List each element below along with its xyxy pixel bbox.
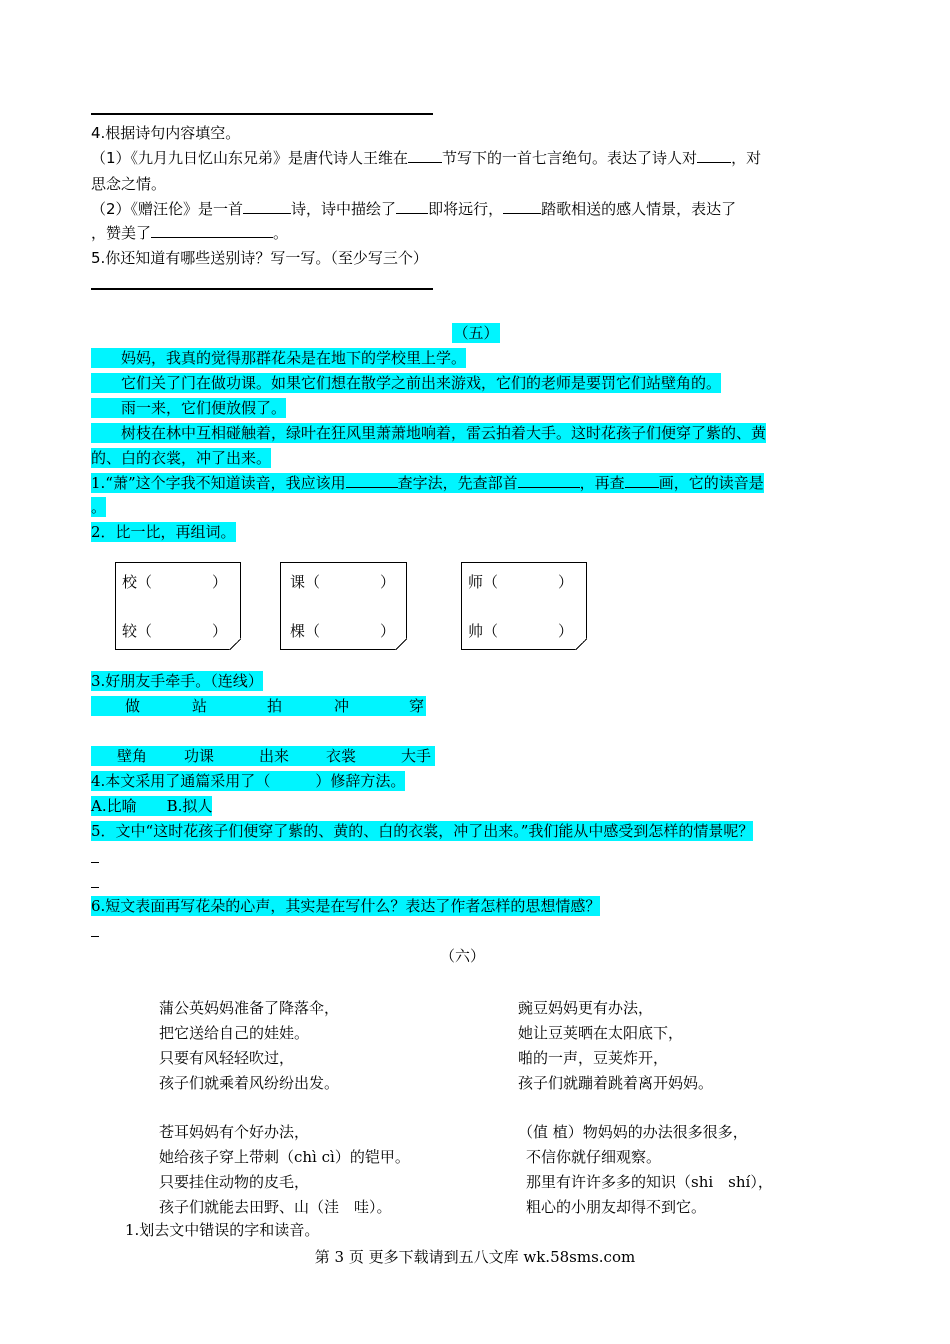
poem-right-stanza-2 (518, 1120, 773, 1220)
poem-line: 粗心的小朋友却得不到它。 (526, 1198, 707, 1216)
section-6-heading: （六） (440, 947, 486, 965)
noun-row (91, 746, 435, 766)
question-2: 2．比一比，再组词。 (91, 523, 236, 541)
compare-word: 棵（ ） (290, 622, 396, 640)
poem-line: 那里有许许多多的知识（shi shí）， (526, 1173, 773, 1191)
question-1: 1.“萧”这个字我不知道读音，我应该用 查字法，先查部首 ，再查 画，它的读音是 (91, 474, 764, 492)
poem-line: 把它送给自己的娃娃。 (159, 1024, 310, 1042)
verb-item[interactable]: 冲 (334, 697, 350, 715)
paragraph-cont: 的、白的衣裳，冲了出来。 (91, 449, 272, 467)
poem-left-stanza-2 (159, 1120, 410, 1220)
noun-item[interactable]: 壁角 (117, 747, 148, 765)
answer-line (91, 887, 99, 888)
compare-word: 帅（ ） (468, 622, 574, 640)
compare-word: 课（ ） (290, 573, 396, 591)
poem-line: 苍耳妈妈有个好办法， (159, 1123, 310, 1141)
question-4: 4.根据诗句内容填空。 (91, 124, 241, 142)
answer-line (91, 288, 433, 290)
verb-item[interactable]: 做 (125, 697, 141, 715)
section-5-heading: （五） (453, 324, 499, 342)
answer-line (91, 862, 99, 863)
poem-line: 孩子们就蹦着跳着离开妈妈。 (518, 1074, 714, 1092)
noun-item[interactable]: 出来 (259, 747, 290, 765)
poem-line: 孩子们就能去田野、山（洼 哇）。 (159, 1198, 392, 1216)
answer-line (91, 936, 99, 937)
noun-item[interactable]: 衣裳 (326, 747, 357, 765)
compare-word: 校（ ） (122, 573, 228, 591)
poem-line: 不信你就仔细观察。 (526, 1148, 662, 1166)
poem-line: 蒲公英妈妈准备了降落伞， (159, 999, 340, 1017)
verb-item[interactable]: 拍 (267, 697, 283, 715)
verb-row (91, 696, 426, 716)
question-1: 1.划去文中错误的字和读音。 (125, 1221, 320, 1239)
question-4-1: （1）《九月九日忆山东兄弟》是唐代诗人王维在 节写下的一首七言绝句。表达了诗人对 ，对 (91, 149, 762, 167)
paragraph: 雨一来，它们便放假了。 (91, 398, 286, 418)
page-footer: 第 3 页 更多下载请到五八文库 wk.58sms.com (314, 1248, 636, 1266)
answer-line (91, 113, 433, 115)
question-4-1-cont: 思念之情。 (91, 175, 167, 193)
question-5: 5.你还知道有哪些送别诗？写一写。（至少写三个） (91, 249, 428, 267)
poem-line: 她给孩子穿上带刺（chì cì）的铠甲。 (159, 1148, 410, 1166)
poem-line: 豌豆妈妈更有办法， (518, 999, 654, 1017)
compare-word: 师（ ） (468, 573, 574, 591)
poem-line: （值 植）物妈妈的办法很多很多， (518, 1123, 748, 1141)
poem-line: 啪的一声，豆荚炸开， (518, 1049, 669, 1067)
question-6: 6.短文表面再写花朵的心声，其实是在写什么？表达了作者怎样的思想情感？ (91, 897, 601, 915)
verb-item[interactable]: 穿 (409, 697, 425, 715)
paragraph: 它们关了门在做功课。如果它们想在散学之前出来游戏，它们的老师是要罚它们站壁角的。 (91, 373, 721, 393)
question-5: 5．文中“这时花孩子们便穿了紫的、黄的、白的衣裳，冲了出来。”我们能从中感受到怎样的情景呢？ (91, 822, 754, 840)
question-4-2: （2）《赠汪伦》是一首 诗，诗中描绘了 即将远行， 踏歌相送的感人情景，表达了 (91, 200, 737, 218)
compare-word: 较（ ） (122, 622, 228, 640)
paragraph: 妈妈，我真的觉得那群花朵是在地下的学校里上学。 (91, 348, 466, 368)
question-4: 4.本文采用了通篇采用了（ ）修辞方法。 (91, 772, 406, 790)
verb-item[interactable]: 站 (192, 697, 208, 715)
poem-line: 只要挂住动物的皮毛， (159, 1173, 310, 1191)
question-4-2-cont: ，赞美了 。 (91, 224, 289, 242)
noun-item[interactable]: 功课 (184, 747, 215, 765)
question-3: 3.好朋友手牵手。（连线） (91, 672, 263, 690)
poem-right-stanza-1 (518, 996, 713, 1096)
question-1-cont: 。 (91, 498, 107, 516)
poem-line: 只要有风轻轻吹过， (159, 1049, 295, 1067)
poem-line: 孩子们就乘着风纷纷出发。 (159, 1074, 340, 1092)
noun-item[interactable]: 大手 (401, 747, 432, 765)
paragraph: 树枝在林中互相碰触着，绿叶在狂风里萧萧地响着，雷云拍着大手。这时花孩子们便穿了紫的、黄 (91, 423, 766, 443)
poem-line: 她让豆荚晒在太阳底下， (518, 1024, 684, 1042)
question-4-options: A.比喻 B.拟人 (91, 797, 213, 815)
poem-left-stanza-1 (159, 996, 339, 1096)
